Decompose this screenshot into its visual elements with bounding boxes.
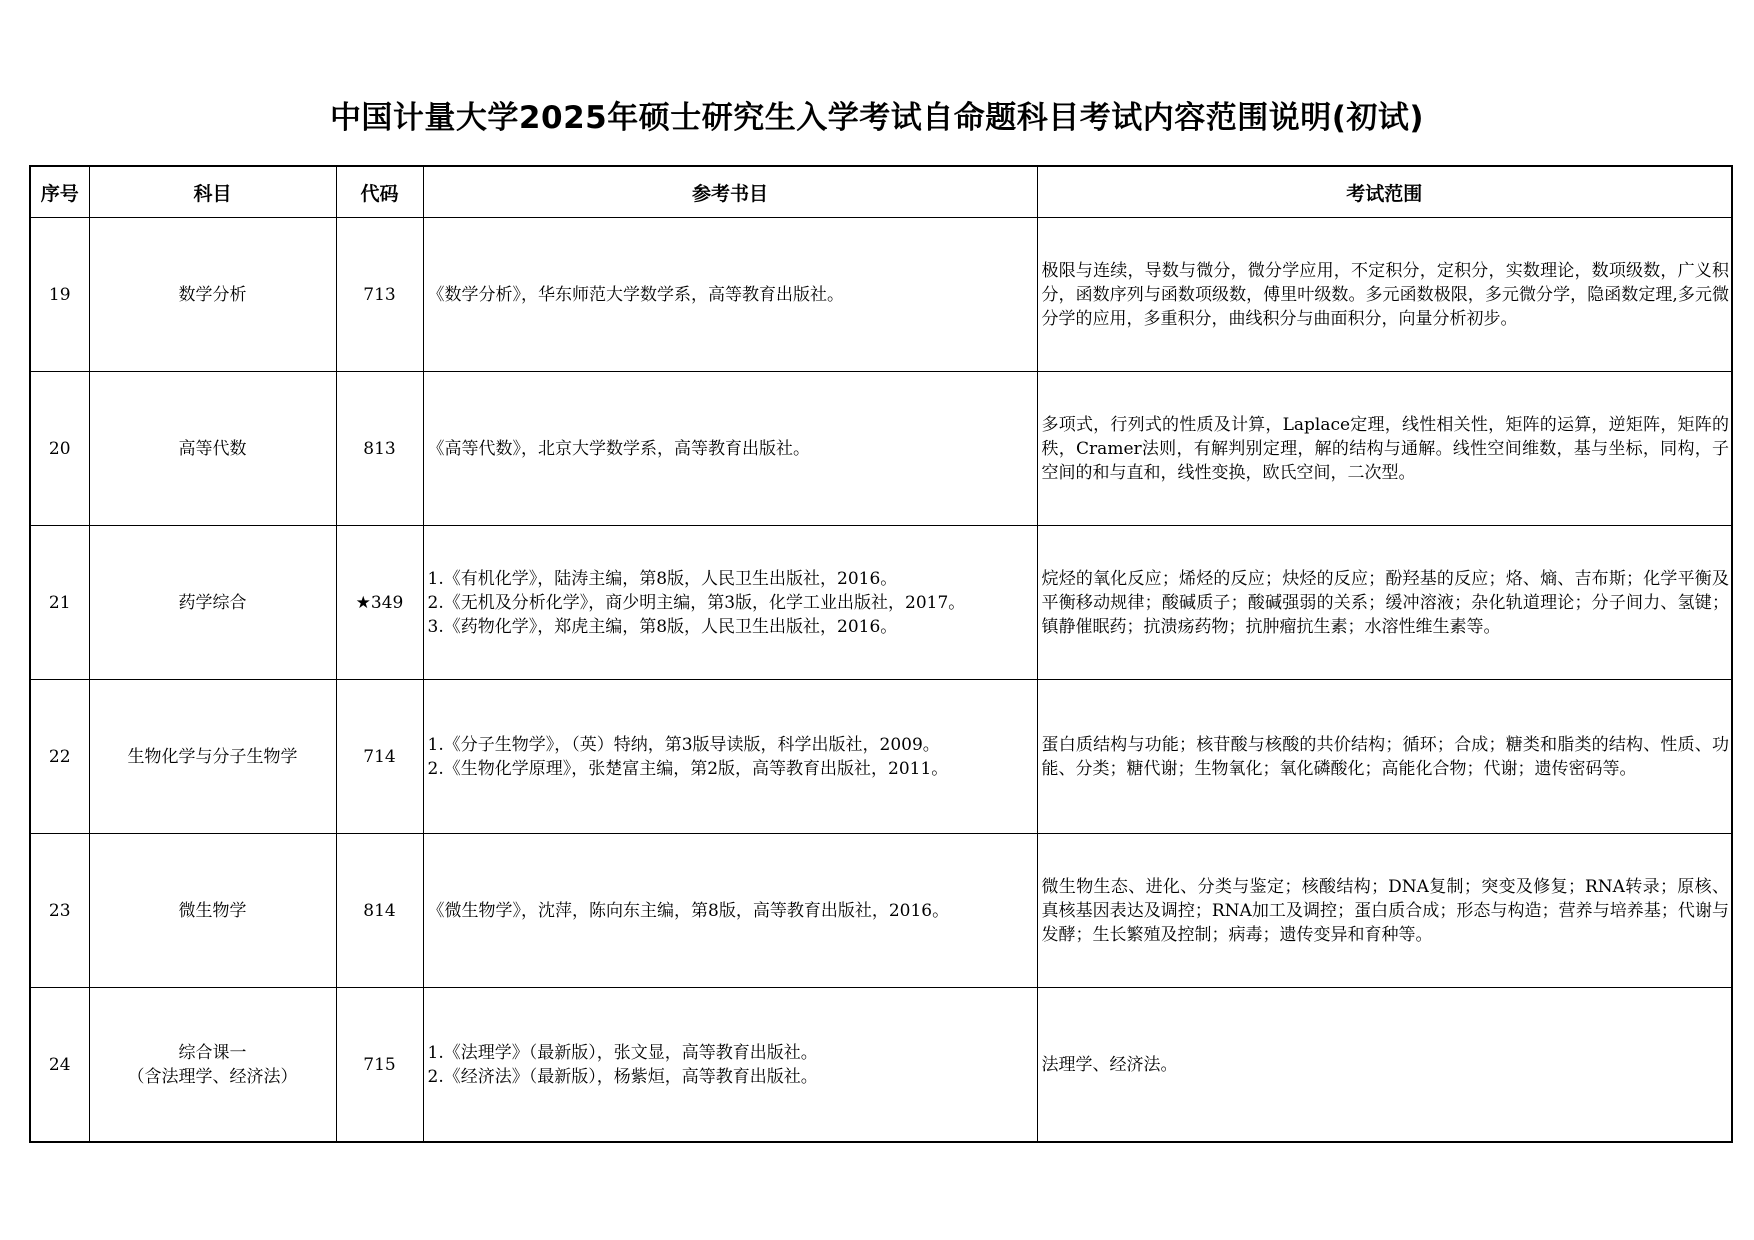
cell-books (423, 680, 1037, 834)
cell-scope: 极限与连续，导数与微分，微分学应用，不定积分，定积分，实数理论，数项级数，广义积分，函数序列与函数项级数，傅里叶级数。多元函数极限，多元微分学，隐函数定理,多元微分学的应用，多重积分，曲线积分与曲面积分，向量分析初步。 (1037, 218, 1732, 372)
cell-books (423, 218, 1037, 372)
cell-scope: 法理学、经济法。 (1037, 988, 1732, 1143)
reference-book: 1.《法理学》（最新版），张文显，高等教育出版社。 (427, 1042, 818, 1063)
cell-seq: 20 (30, 372, 89, 526)
header-scope: 考试范围 (1037, 166, 1732, 218)
header-code: 代码 (336, 166, 423, 218)
subject-name: 微生物学 (178, 900, 247, 921)
cell-seq: 23 (30, 834, 89, 988)
cell-subject (89, 988, 336, 1143)
table-row (30, 834, 1732, 988)
cell-subject (89, 372, 336, 526)
table-row (30, 526, 1732, 680)
cell-subject (89, 680, 336, 834)
reference-book: 2.《经济法》（最新版），杨紫烜，高等教育出版社。 (427, 1066, 818, 1087)
reference-book: 2.《生物化学原理》，张楚富主编，第2版，高等教育出版社，2011。 (427, 758, 949, 779)
cell-books (423, 372, 1037, 526)
cell-code: ★349 (336, 526, 423, 680)
cell-code: 714 (336, 680, 423, 834)
cell-seq: 22 (30, 680, 89, 834)
cell-seq: 21 (30, 526, 89, 680)
subject-name: 生物化学与分子生物学 (127, 746, 298, 767)
table-row (30, 680, 1732, 834)
cell-books (423, 834, 1037, 988)
cell-books (423, 988, 1037, 1143)
document-title: 中国计量大学2025年硕士研究生入学考试自命题科目考试内容范围说明(初试) (329, 100, 1425, 136)
reference-book: 1.《有机化学》，陆涛主编，第8版，人民卫生出版社，2016。 (427, 568, 898, 589)
cell-subject (89, 218, 336, 372)
header-seq: 序号 (30, 166, 89, 218)
reference-book: 3.《药物化学》，郑虎主编，第8版，人民卫生出版社，2016。 (427, 616, 898, 637)
subject-name: 高等代数 (178, 438, 247, 459)
table-header-row (30, 166, 1732, 218)
header-subject: 科目 (89, 166, 336, 218)
cell-scope: 多项式，行列式的性质及计算，Laplace定理，线性相关性，矩阵的运算，逆矩阵，矩阵的秩，Cramer法则，有解判别定理，解的结构与通解。线性空间维数，基与坐标，同构，子空间的和与直和，线性变换，欧氏空间，二次型。 (1037, 372, 1732, 526)
cell-subject (89, 834, 336, 988)
cell-code: 715 (336, 988, 423, 1143)
cell-scope: 蛋白质结构与功能；核苷酸与核酸的共价结构；循环；合成；糖类和脂类的结构、性质、功能、分类；糖代谢；生物氧化；氧化磷酸化；高能化合物；代谢；遗传密码等。 (1037, 680, 1732, 834)
reference-book: 《微生物学》，沈萍，陈向东主编，第8版，高等教育出版社，2016。 (427, 900, 950, 921)
reference-book: 2.《无机及分析化学》，商少明主编，第3版，化学工业出版社，2017。 (427, 592, 966, 613)
reference-book: 《高等代数》，北京大学数学系，高等教育出版社。 (427, 438, 810, 459)
subject-name: 药学综合 (178, 592, 247, 613)
cell-scope: 烷烃的氧化反应；烯烃的反应；炔烃的反应；酚羟基的反应；烙、熵、吉布斯；化学平衡及平衡移动规律；酸碱质子；酸碱强弱的关系；缓冲溶液；杂化轨道理论；分子间力、氢键；镇静催眠药；抗溃疡药物；抗肿瘤抗生素；水溶性维生素等。 (1037, 526, 1732, 680)
subject-name: 综合课一 (178, 1042, 247, 1063)
cell-seq: 24 (30, 988, 89, 1143)
reference-book: 1.《分子生物学》，（英）特纳，第3版导读版，科学出版社，2009。 (427, 734, 940, 755)
table-row (30, 372, 1732, 526)
header-books: 参考书目 (423, 166, 1037, 218)
cell-code: 813 (336, 372, 423, 526)
table-row (30, 988, 1732, 1143)
cell-seq: 19 (30, 218, 89, 372)
cell-books (423, 526, 1037, 680)
exam-scope-table (29, 165, 1733, 1143)
subject-name: 数学分析 (178, 284, 247, 305)
subject-note: （含法理学、经济法） (127, 1066, 298, 1087)
reference-book: 《数学分析》，华东师范大学数学系，高等教育出版社。 (427, 284, 844, 305)
cell-code: 814 (336, 834, 423, 988)
cell-code: 713 (336, 218, 423, 372)
cell-scope: 微生物生态、进化、分类与鉴定；核酸结构；DNA复制；突变及修复；RNA转录；原核、真核基因表达及调控；RNA加工及调控；蛋白质合成；形态与构造；营养与培养基；代谢与发酵；生长繁殖及控制；病毒；遗传变异和育种等。 (1037, 834, 1732, 988)
cell-subject (89, 526, 336, 680)
table-row (30, 218, 1732, 372)
